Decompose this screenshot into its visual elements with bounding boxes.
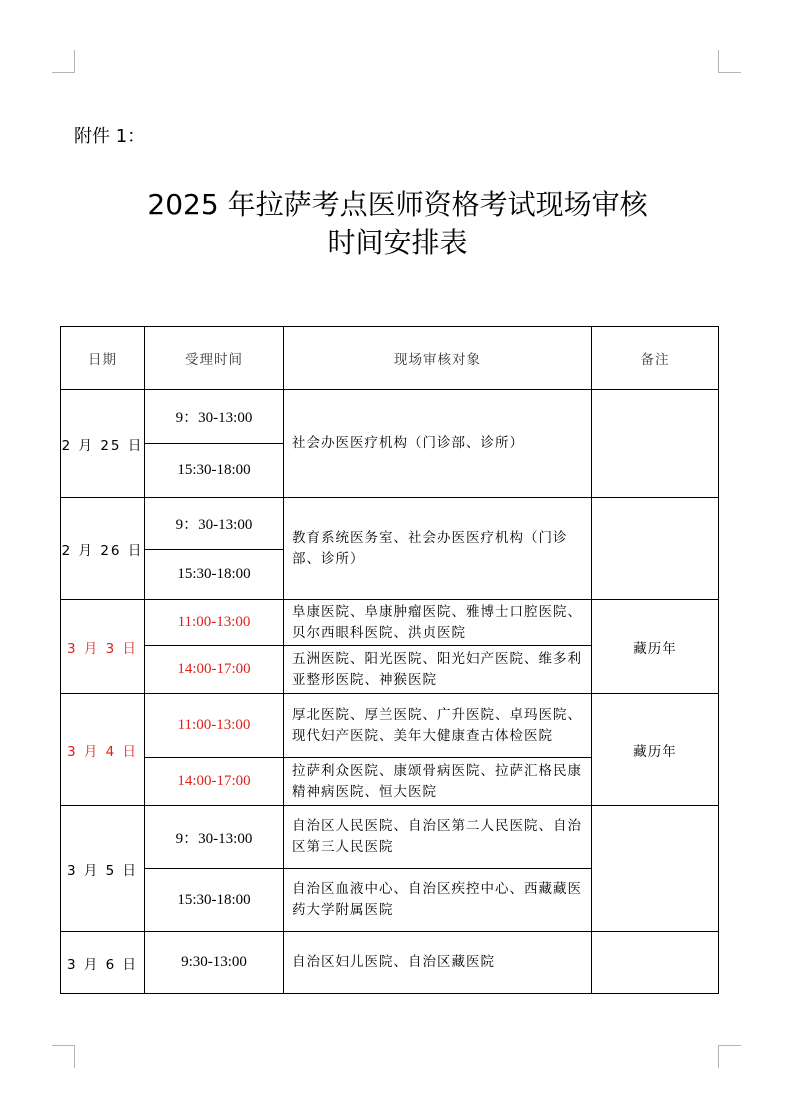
- crop-mark-bottom-right: [718, 1045, 741, 1068]
- table-row: [61, 932, 719, 994]
- header-target: 现场审核对象: [284, 327, 592, 390]
- crop-mark-top-right: [718, 50, 741, 73]
- crop-mark-bottom-left: [52, 1045, 75, 1068]
- target-cell: 自治区妇儿医院、自治区藏医院: [284, 932, 592, 994]
- time-cell: 9：30-13:00: [145, 806, 284, 869]
- note-cell: [592, 498, 719, 600]
- target-cell: 阜康医院、阜康肿瘤医院、雅博士口腔医院、贝尔西眼科医院、洪贞医院: [284, 600, 592, 646]
- note-cell: 藏历年: [592, 694, 719, 806]
- time-cell: 15:30-18:00: [145, 869, 284, 932]
- note-cell: [592, 806, 719, 932]
- table-header-row: [61, 327, 719, 390]
- date-cell: 3 月 6 日: [61, 932, 145, 994]
- title-line-1: 2025 年拉萨考点医师资格考试现场审核: [147, 188, 648, 221]
- date-cell: 3 月 4 日: [61, 694, 145, 806]
- target-cell: 自治区血液中心、自治区疾控中心、西藏藏医药大学附属医院: [284, 869, 592, 932]
- time-cell: 15:30-18:00: [145, 550, 284, 600]
- time-cell: 9：30-13:00: [145, 498, 284, 550]
- time-cell: 9：30-13:00: [145, 390, 284, 444]
- date-cell: 3 月 5 日: [61, 806, 145, 932]
- date-cell: 3 月 3 日: [61, 600, 145, 694]
- target-cell: 五洲医院、阳光医院、阳光妇产医院、维多利亚整形医院、神猴医院: [284, 646, 592, 694]
- title-line-2: 时间安排表: [327, 226, 468, 259]
- time-cell: 15:30-18:00: [145, 444, 284, 498]
- note-cell: [592, 932, 719, 994]
- date-cell: 2 月 25 日: [61, 390, 145, 498]
- target-cell: 社会办医医疗机构（门诊部、诊所）: [284, 390, 592, 498]
- header-note: 备注: [592, 327, 719, 390]
- target-cell: 厚北医院、厚兰医院、广升医院、卓玛医院、现代妇产医院、美年大健康查古体检医院: [284, 694, 592, 758]
- document-title: [0, 186, 795, 262]
- table-row: [61, 694, 719, 758]
- note-cell: [592, 390, 719, 498]
- note-cell: 藏历年: [592, 600, 719, 694]
- schedule-table: [60, 326, 719, 994]
- attachment-label: 附件 1：: [74, 126, 146, 147]
- target-cell: 拉萨利众医院、康颂骨病医院、拉萨汇格民康精神病医院、恒大医院: [284, 758, 592, 806]
- date-cell: 2 月 26 日: [61, 498, 145, 600]
- table-row: [61, 806, 719, 869]
- table-row: [61, 390, 719, 444]
- time-cell: 9:30-13:00: [145, 932, 284, 994]
- time-cell: 14:00-17:00: [145, 758, 284, 806]
- table-row: [61, 498, 719, 550]
- crop-mark-top-left: [52, 50, 75, 73]
- target-cell: 教育系统医务室、社会办医医疗机构（门诊部、诊所）: [284, 498, 592, 600]
- time-cell: 14:00-17:00: [145, 646, 284, 694]
- header-date: 日期: [61, 327, 145, 390]
- table-row: [61, 600, 719, 646]
- target-cell: 自治区人民医院、自治区第二人民医院、自治区第三人民医院: [284, 806, 592, 869]
- header-time: 受理时间: [145, 327, 284, 390]
- time-cell: 11:00-13:00: [145, 600, 284, 646]
- time-cell: 11:00-13:00: [145, 694, 284, 758]
